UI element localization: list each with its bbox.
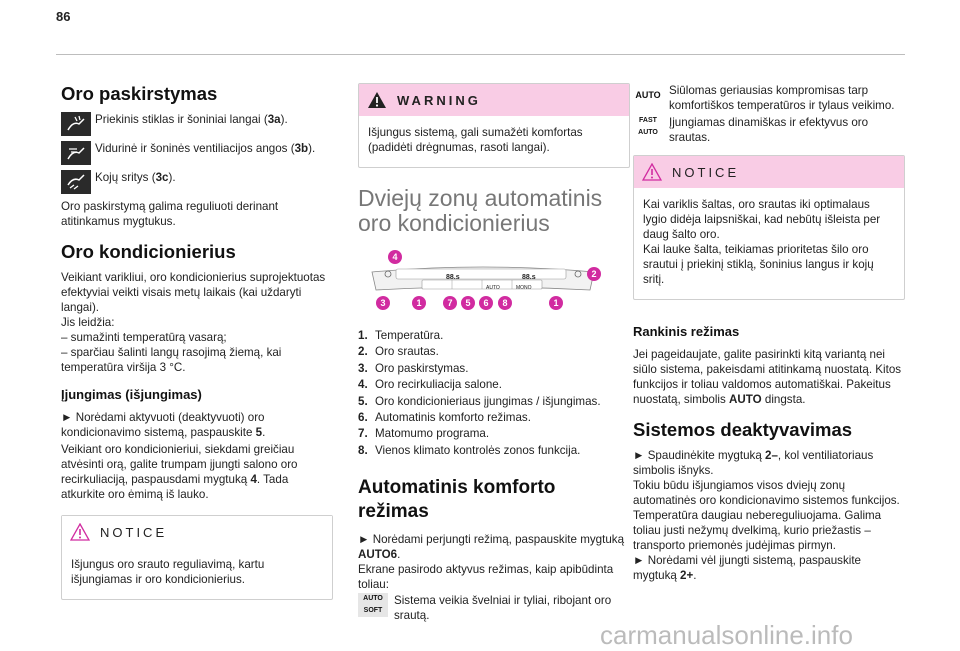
panel-mono-label: MONO xyxy=(516,285,532,291)
callout-2: 2 xyxy=(587,267,601,281)
list-item: 4. Oro recirkuliacija salone. xyxy=(358,378,502,392)
notice-text-2: Kai lauke šalta, teikiamas prioritetas šilo oro srautui į priekinį stiklą, šoninius langus ir kojų sritį. xyxy=(643,243,874,286)
callout-4: 4 xyxy=(388,250,402,264)
heading-automatinis-komforto: Automatinis komforto režimas xyxy=(358,476,556,522)
column-2: WARNING Išjungus sistemą, gali sumažėti komfortas (padidėti drėgnumas, rasoti langai). Dviejų zonų automatinis oro kondicionierius 88.s 88.s AUTO MONO 4 2 3 1 7 5 6 8 1 1. Temperatūra. 2. Oro srautas. 3. Oro paskirstymas. 4. Oro recirkuliacija salone. 5. Oro kondicionieriaus įjungimas / išjungimas. 6. Automatinis komforto režimas. 7. Matomumo programa. 8. Vienos klimato kontrolės zonos funkcija. Automatinis komforto režimas ► Norėdami perjungti režimą, paspauskite mygtuką AUTO6. Ekrane pasirodo aktyvus režimas, kaip apibūdinta toliau: AUTO SOFT Sistema veikia švelniai ir tyliai, ribojant oro srautą. xyxy=(358,83,630,628)
notice-triangle-icon xyxy=(70,523,90,541)
heading-dvieju-zonu: Dviejų zonų automatinis oro kondicionierius xyxy=(358,185,603,236)
windscreen-airflow-icon xyxy=(61,112,91,136)
notice-triangle-icon xyxy=(642,163,662,181)
header-divider xyxy=(56,54,905,55)
callout-7: 7 xyxy=(443,296,457,310)
watermark: carmanualsonline.info xyxy=(600,620,853,650)
feet-airflow-icon xyxy=(61,170,91,194)
heading-sistemos-deaktyvavimas: Sistemos deaktyvavimas xyxy=(633,419,853,440)
climate-panel-diagram xyxy=(358,250,608,316)
notice-text: Išjungus oro srauto reguliavimą, kartu išjungiamas ir oro kondicionierius. xyxy=(71,558,265,586)
heading-oro-kondicionierius: Oro kondicionierius xyxy=(61,241,236,262)
warning-title: WARNING xyxy=(397,92,481,108)
page-number: 86 xyxy=(56,9,71,24)
fast-auto-row: FAST AUTO Įjungiamas dinamiškas ir efektyvus oro srautas. xyxy=(633,115,905,145)
oro-paragraph: Oro paskirstymą galima reguliuoti derinant atitinkamus mygtukus. xyxy=(61,200,279,228)
heading-ijungimas: Įjungimas (išjungimas) xyxy=(61,387,202,402)
column-3: AUTO Siūlomas geriausias kompromisas tarp komfortiškos temperatūros ir tylaus veikimo. FAST AUTO Įjungiamas dinamiškas ir efektyvus oro srautas. NOTICE Kai variklis šaltas, oro srautas iki optimalaus lygio didėja laipsniškai, kad nebūtų išleista per daug šalto oro. Kai lauke šalta, teikiamas prioritetas šilo oro srautui į priekinį stiklą, šoninius langus ir kojų sritį. Rankinis režimas Jei pageidaujate, galite pasirinkti kitą variantą nei siūlo sistema, pakeisdami atitinkamą nuostatą. Kitos funkcijos ir toliau valdomos automatiškai. Pakeitus nuostatą, simbolis AUTO dingsta. Sistemos deaktyvavimas ► Spaudinėkite mygtuką 2–, kol ventiliatoriaus simbolis išnyks. Tokiu būdu išjungiamos visos dviejų zonų automatinės oro kondicionavimo sistemos funkcijos. Temperatūra daugiau nebereguliuojama. Galima toliau justi nežymų dvelkimą, kurio priežastis – transporto priemonės judėjimas pirmyn. ► Norėdami vėl įjungti sistemą, paspauskite mygtuką 2+. xyxy=(633,83,905,583)
vents-airflow-icon xyxy=(61,141,91,165)
list-item: 8. Vienos klimato kontrolės zonos funkcija. xyxy=(358,443,581,457)
warning-triangle-icon xyxy=(367,91,387,109)
distribution-feet: Kojų sritys (3c). xyxy=(61,170,333,194)
list-item: 3. Oro paskirstymas. xyxy=(358,361,469,375)
notice-box-2 xyxy=(633,155,905,300)
auto-icon: AUTO xyxy=(633,83,663,107)
notice-title: NOTICE xyxy=(100,524,168,540)
list-item: 2. Oro srautas. xyxy=(358,345,439,359)
notice-box xyxy=(61,515,333,600)
callout-3: 3 xyxy=(376,296,390,310)
panel-auto-label: AUTO xyxy=(486,285,500,291)
list-item: 1. Temperatūra. xyxy=(358,329,444,342)
auto-soft-row: AUTO SOFT Sistema veikia švelniai ir tyliai, ribojant oro srautą. xyxy=(358,593,630,623)
list-item: 7. Matomumo programa. xyxy=(358,427,490,441)
warning-text: Išjungus sistemą, gali sumažėti komfortas (padidėti drėgnumas, rasoti langai). xyxy=(368,126,583,154)
kond-paragraph: Veikiant varikliui, oro kondicionierius suprojektuotas efektyviai veikti visais metų laikais (kai uždaryti langai). xyxy=(61,271,326,314)
callout-8: 8 xyxy=(498,296,512,310)
list-item: 5. Oro kondicionieriaus įjungimas / išjungimas. xyxy=(358,394,601,408)
auto-soft-icon: AUTO SOFT xyxy=(358,593,388,617)
callout-1-left: 1 xyxy=(412,296,426,310)
panel-display-left: 88.s xyxy=(446,274,460,281)
heading-rankinis: Rankinis režimas xyxy=(633,324,740,339)
distribution-windscreen: Priekinis stiklas ir šoniniai langai (3a). xyxy=(61,112,333,136)
notice-text-1: Kai variklis šaltas, oro srautas iki optimalaus lygio didėja laipsniškai, kad nebūtų išleista per daug šalto oro. xyxy=(643,198,881,241)
fast-auto-icon: FAST AUTO xyxy=(633,115,663,139)
warning-box xyxy=(358,83,630,168)
callout-5: 5 xyxy=(461,296,475,310)
heading-oro-paskirstymas: Oro paskirstymas xyxy=(61,83,218,104)
notice-title: NOTICE xyxy=(672,164,740,180)
panel-legend-list xyxy=(358,328,630,458)
auto-row: AUTO Siūlomas geriausias kompromisas tarp komfortiškos temperatūros ir tylaus veikimo. xyxy=(633,83,905,113)
column-1: Oro paskirstymas Priekinis stiklas ir šoniniai langai (3a). Vidurinė ir šoninės ventiliacijos angos (3b). Kojų sritys (3c). Oro paskirstymą galima reguliuoti derinant atitinkamus mygtukus. Oro kondicionierius Veikiant varikliui, oro kondicionierius suprojektuotas efektyviai veikti visais metų laikais (kai uždaryti langai). Jis leidžia: – sumažinti temperatūrą vasarą; – sparčiau šalinti langų rasojimą žiemą, kai temperatūra viršija 3 °C. Įjungimas (išjungimas) ► Norėdami aktyvuoti (deaktyvuoti) oro kondicionavimo sistemą, paspauskite 5. Veikiant oro kondicionieriui, siekdami greičiau atvėsinti orą, galite trumpam įjungti salono oro recirkuliaciją, paspausdami mygtuką 4. Tada atkurkite oro ėmimą iš lauko. NOTICE Išjungus oro srauto reguliavimą, kartu išjungiamas ir oro kondicionierius. xyxy=(61,83,333,600)
callout-6: 6 xyxy=(479,296,493,310)
distribution-vents: Vidurinė ir šoninės ventiliacijos angos (3b). xyxy=(61,141,333,165)
callout-1-right: 1 xyxy=(549,296,563,310)
list-item: 6. Automatinis komforto režimas. xyxy=(358,410,531,424)
panel-display-right: 88.s xyxy=(522,274,536,281)
